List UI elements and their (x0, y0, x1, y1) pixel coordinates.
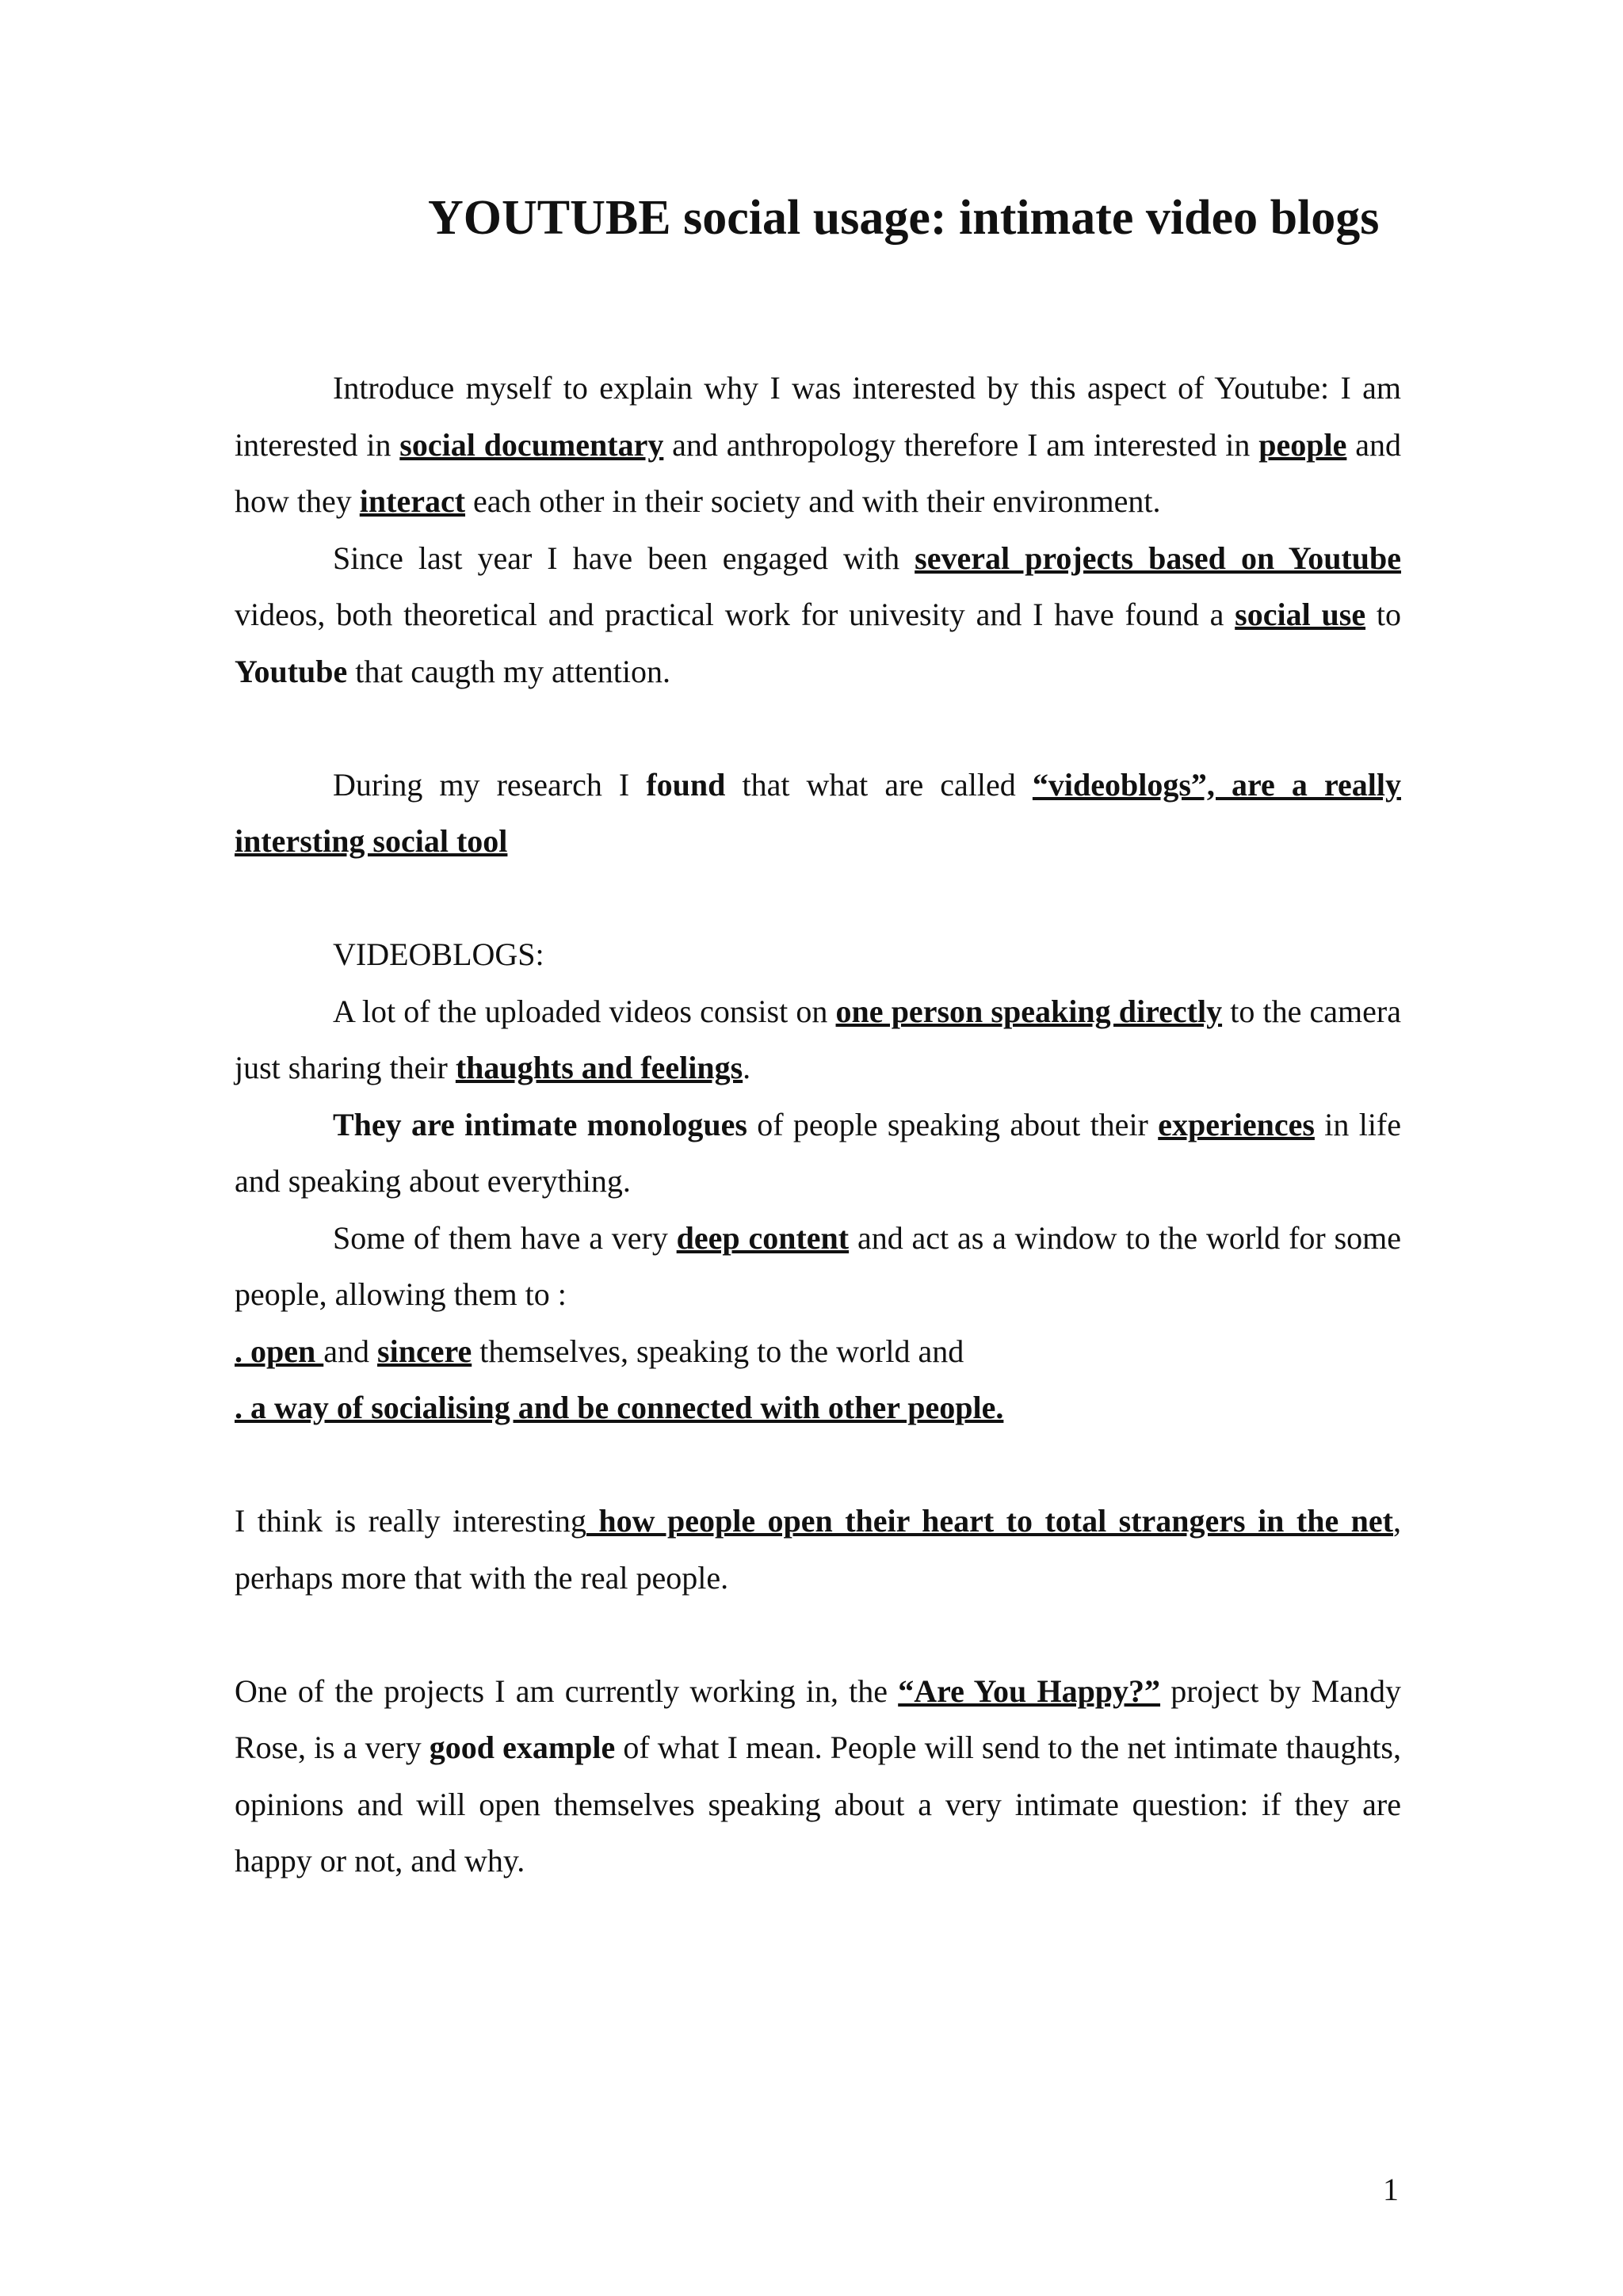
text-run: During my research I (333, 766, 647, 803)
emphasis-found: found (646, 766, 726, 803)
emphasis-social-use: social use (1235, 597, 1366, 632)
emphasis-interact: interact (359, 483, 466, 519)
paragraph-spacer (235, 1436, 1401, 1493)
emphasis-social-documentary: social documentary (399, 426, 664, 463)
document-title: YOUTUBE social usage: intimate video blogs (428, 191, 1380, 245)
text-run: that what are called (725, 766, 1033, 803)
text-run: each other in their society and with their environment. (465, 483, 1161, 519)
text-run: project by Mandy Rose, is a very (235, 1672, 1401, 1765)
emphasis-intimate-monologues: They are intimate monologues (333, 1106, 747, 1142)
text-run: Since last year I have been engaged with (333, 540, 915, 576)
emphasis-open: . open (235, 1333, 324, 1369)
emphasis-thaughts-feelings: thaughts and feelings (455, 1050, 743, 1085)
heading-text: VIDEOBLOGS: (333, 936, 544, 972)
paragraph-intro (235, 360, 1401, 530)
paragraph-deep-content (235, 1210, 1401, 1323)
emphasis-deep-content: deep content (676, 1219, 850, 1256)
page-number: 1 (1383, 2172, 1399, 2207)
emphasis-good-example: good example (429, 1730, 616, 1765)
text-run: Some of them have a very (333, 1219, 677, 1256)
emphasis-open-heart: how people open their heart to total strangers in the net (586, 1503, 1393, 1539)
emphasis-youtube: Youtube (235, 653, 348, 689)
emphasis-experiences: experiences (1158, 1106, 1315, 1142)
list-item-open (235, 1323, 1401, 1380)
paragraph-monologues (235, 1097, 1401, 1210)
text-run: to (1365, 597, 1401, 632)
text-run: and how they (235, 426, 1401, 519)
text-run: in life and speaking about everything. (235, 1106, 1402, 1199)
text-run: and anthropology therefore I am interested in (663, 426, 1259, 463)
text-run: themselves, speaking to the world and (472, 1333, 964, 1369)
text-run: , perhaps more that with the real people. (235, 1503, 1401, 1596)
emphasis-are-you-happy: “Are You Happy?” (898, 1672, 1161, 1709)
text-run: of what I mean. People will send to the net intimate thaughts, opinions and will open themselves speaking about a very intimate question: if they are happy or not, and why. (235, 1730, 1402, 1878)
paragraph-spacer (235, 700, 1401, 757)
emphasis-people: people (1258, 426, 1347, 463)
text-run: videos, both theoretical and practical work for univesity and I have found a (235, 597, 1235, 632)
paragraph-spacer (235, 1606, 1401, 1663)
text-run: and act as a window to the world for some people, allowing them to : (235, 1219, 1402, 1312)
emphasis-sincere: sincere (377, 1333, 472, 1369)
text-run: that caugth my attention. (347, 653, 670, 689)
document-body (235, 360, 1401, 1890)
emphasis-one-person: one person speaking directly (835, 993, 1223, 1029)
text-run: A lot of the uploaded videos consist on (333, 993, 836, 1029)
section-heading-videoblogs (235, 926, 1401, 983)
text-run: to the camera just sharing their (235, 993, 1401, 1085)
paragraph-projects (235, 530, 1401, 700)
paragraph-strangers (235, 1493, 1401, 1606)
text-run: I think is really interesting (235, 1503, 586, 1539)
emphasis-videoblogs: “videoblogs”, are a really intersting social tool (235, 766, 1401, 859)
text-run: Introduce myself to explain why I was interested by this aspect of Youtube: I am interested in (235, 370, 1401, 463)
text-run: . (743, 1050, 751, 1085)
paragraph-spacer (235, 870, 1401, 927)
list-item-socialising (235, 1379, 1401, 1436)
text-run: and (323, 1333, 378, 1369)
paragraph-are-you-happy (235, 1663, 1401, 1890)
emphasis-several-projects: several projects based on Youtube (915, 540, 1402, 576)
paragraph-research (235, 757, 1401, 870)
text-run: One of the projects I am currently working in, the (235, 1672, 899, 1709)
text-run: of people speaking about their (747, 1106, 1159, 1142)
paragraph-uploaded-videos (235, 983, 1401, 1097)
emphasis-socialising: . a way of socialising and be connected with other people. (235, 1390, 1004, 1425)
